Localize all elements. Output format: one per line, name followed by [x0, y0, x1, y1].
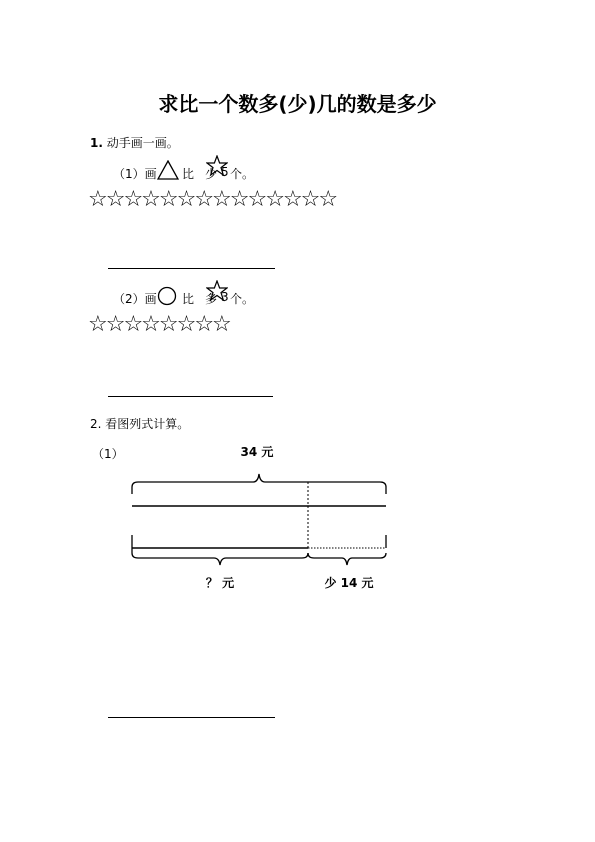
bottom-left-brace: [132, 548, 308, 565]
question-1-heading: [90, 134, 179, 151]
question-2-number: 2.: [90, 417, 102, 431]
q1-part2-duo: 多: [205, 292, 218, 306]
q1-part2-bi: 比: [182, 292, 195, 306]
q2-part1-answer-line: [108, 717, 275, 718]
less-amount-label: 少 14 元: [324, 576, 374, 590]
q1-part1-unit: 个。: [230, 167, 255, 181]
q1-part1-star-row: ☆☆☆☆☆☆☆☆☆☆☆☆☆☆: [88, 187, 337, 212]
q1-part2-star-row: ☆☆☆☆☆☆☆☆: [88, 312, 230, 337]
top-brace: [132, 474, 386, 494]
question-1-number: 1.: [90, 136, 103, 150]
q1-part1-label: （1）画: [113, 167, 157, 181]
q1-part1-answer-line: [108, 268, 275, 269]
q1-part2-label: （2）画: [113, 292, 157, 306]
bottom-right-brace: [308, 553, 386, 565]
q1-part2-answer-line: [108, 396, 273, 397]
unknown-amount-label: ？ 元: [205, 576, 235, 590]
q1-part1-bi: 比: [182, 167, 195, 181]
q1-part2-unit: 个。: [230, 292, 255, 306]
q1-part1-count: 5: [221, 165, 229, 179]
q2-part1-label: （1）: [92, 447, 124, 461]
question-1-text: 动手画一画。: [106, 136, 179, 150]
circle-outline-icon: [157, 286, 177, 306]
page-title: 求比一个数多(少)几的数是多少: [158, 92, 437, 116]
line-segment-diagram: [120, 440, 400, 595]
q1-part1-shao: 少: [205, 167, 218, 181]
q1-part2-count: 3: [221, 290, 229, 304]
total-amount-label: 34 元: [240, 445, 274, 459]
question-2-text: 看图列式计算。: [105, 417, 190, 431]
question-2-heading: [90, 415, 189, 432]
triangle-outline-icon: [157, 160, 179, 180]
